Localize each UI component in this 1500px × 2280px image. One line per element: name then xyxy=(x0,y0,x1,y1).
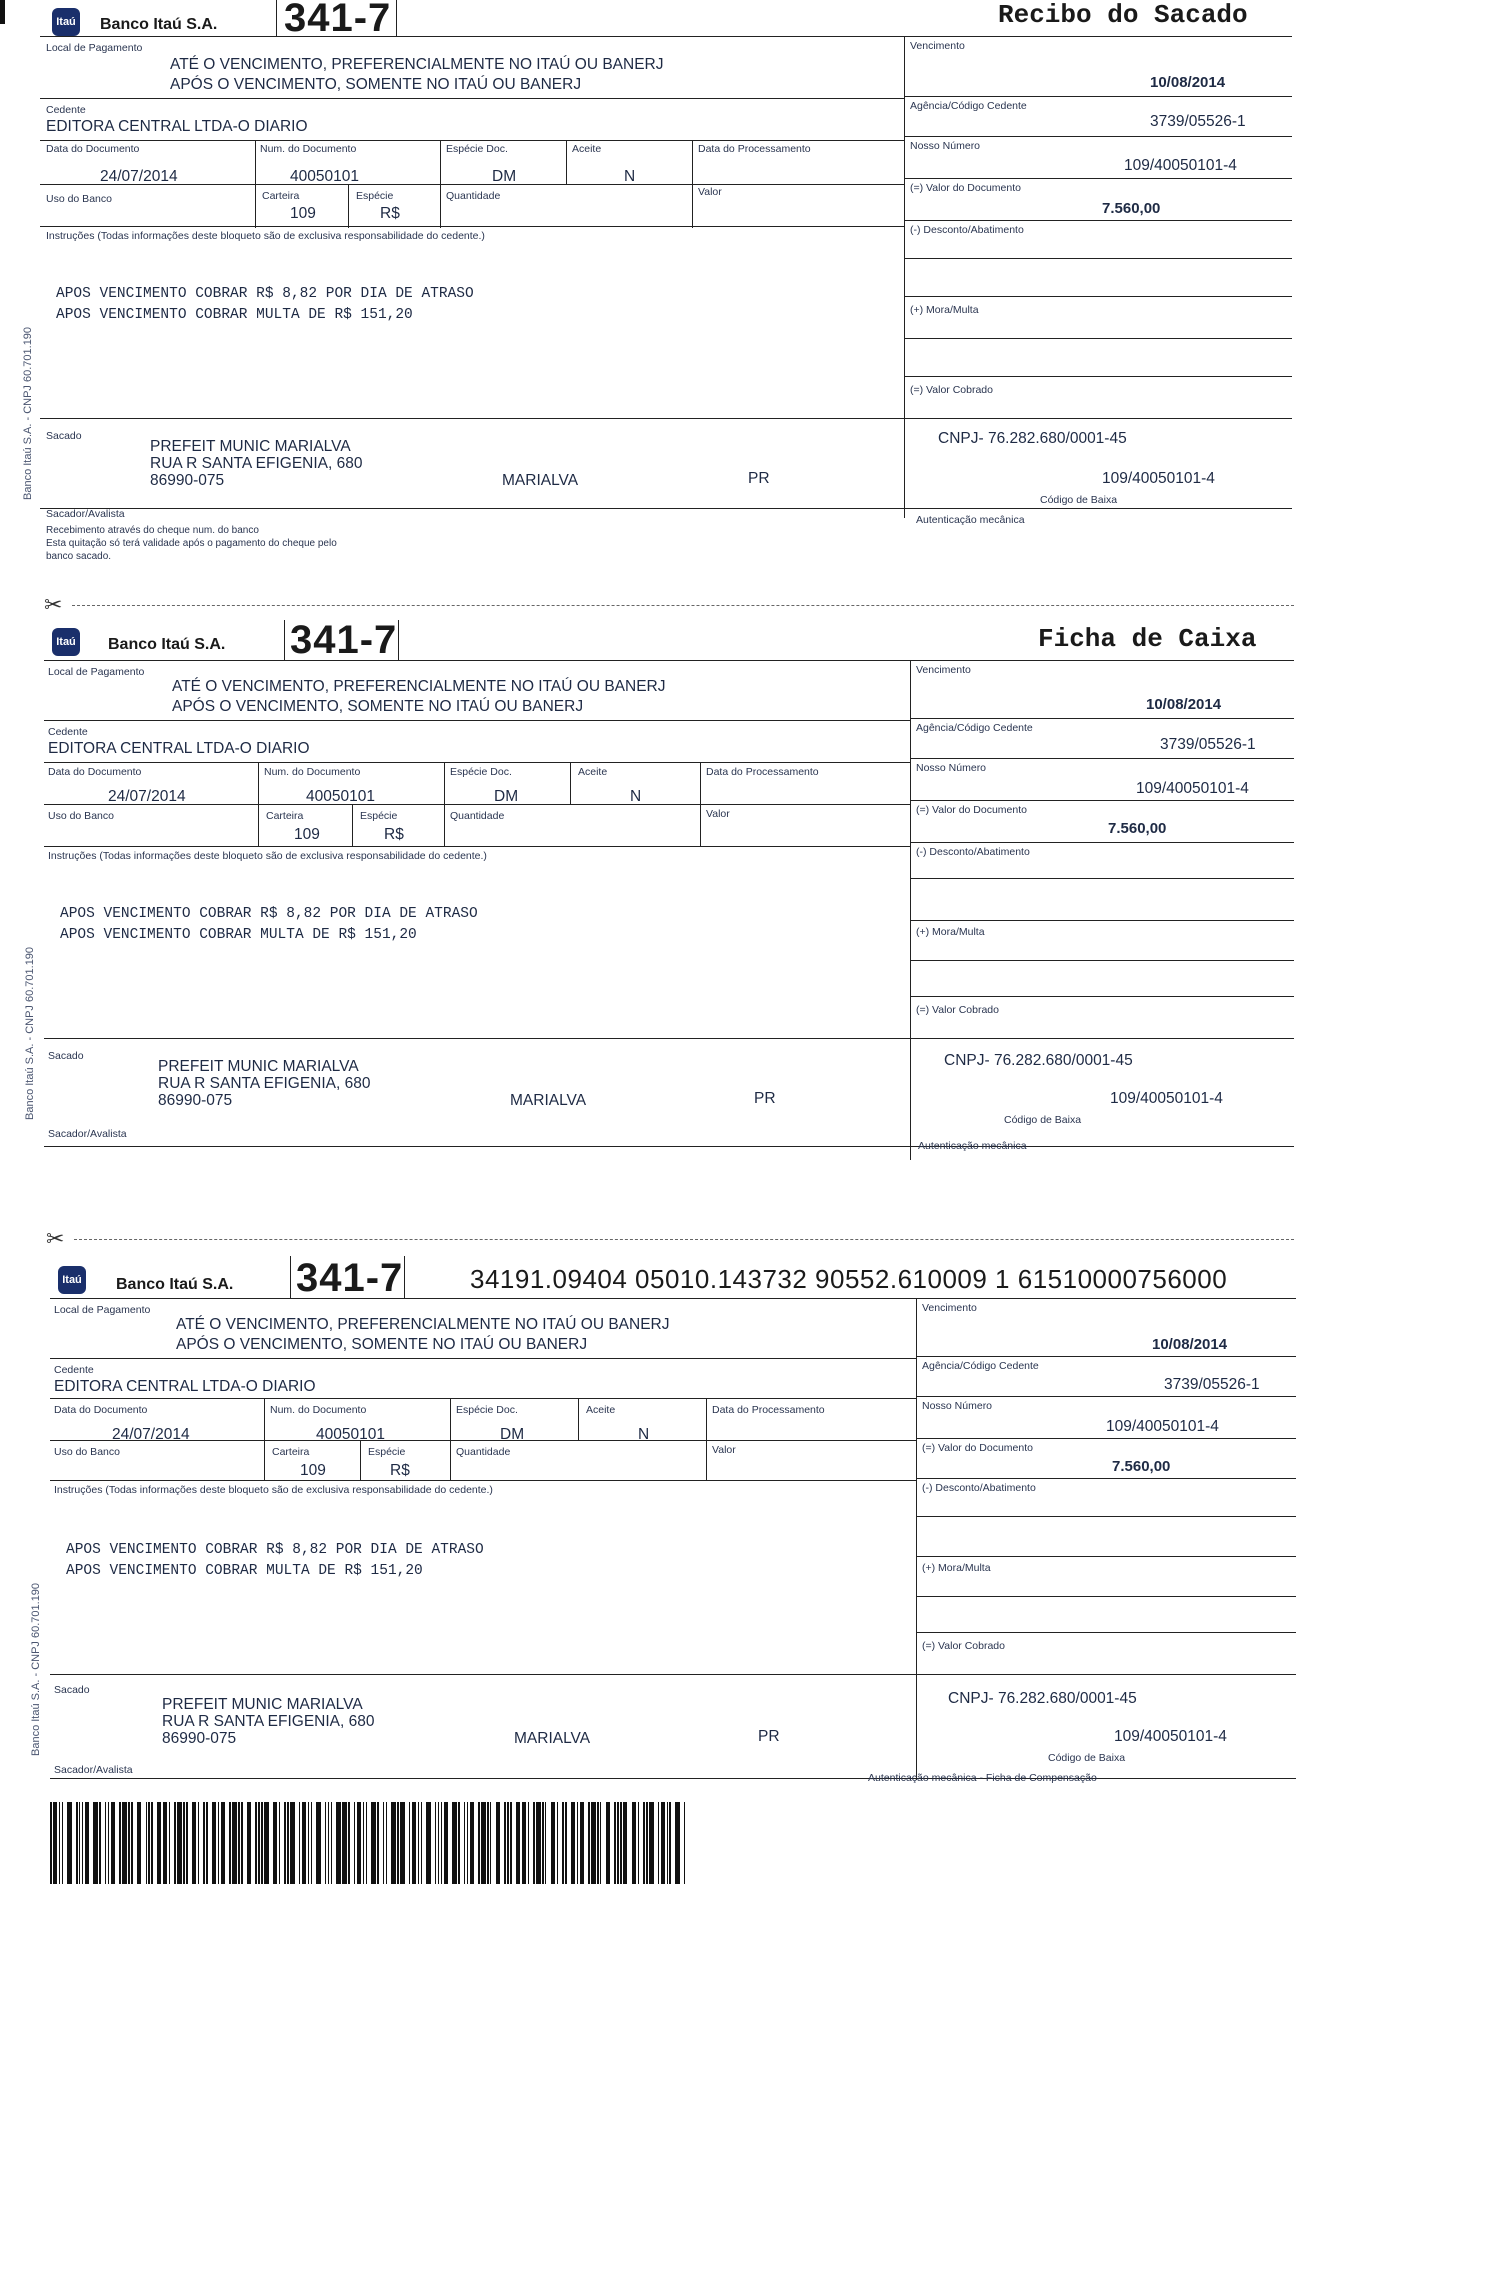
valor-cobrado-label: (=) Valor Cobrado xyxy=(922,1640,1005,1652)
sacado-address: RUA R SANTA EFIGENIA, 680 xyxy=(158,1075,371,1092)
barcode-bar xyxy=(76,1802,78,1884)
especie-doc-label: Espécie Doc. xyxy=(450,766,512,778)
cedente-value: EDITORA CENTRAL LTDA-O DIARIO xyxy=(48,740,310,757)
sacado-address: RUA R SANTA EFIGENIA, 680 xyxy=(150,455,363,472)
cedente-label: Cedente xyxy=(54,1364,94,1376)
barcode-bar xyxy=(617,1802,619,1884)
barcode-bar xyxy=(241,1802,243,1884)
instruction-line-1: APOS VENCIMENTO COBRAR R$ 8,82 POR DIA DE ATRASO xyxy=(56,286,474,302)
barcode-bar xyxy=(192,1802,197,1884)
barcode-bar xyxy=(438,1802,440,1884)
local-pagamento-label: Local de Pagamento xyxy=(48,666,145,678)
especie-label: Espécie xyxy=(356,190,394,202)
barcode-bar xyxy=(108,1802,110,1884)
data-documento-label: Data do Documento xyxy=(46,143,140,155)
data-documento-value: 24/07/2014 xyxy=(100,168,178,185)
autenticacao-compensacao-label: Autenticação mecânica - Ficha de Compensação xyxy=(868,1772,1097,1784)
instruction-line-1: APOS VENCIMENTO COBRAR R$ 8,82 POR DIA DE ATRASO xyxy=(66,1542,484,1558)
barcode-bar xyxy=(571,1802,576,1884)
barcode-bar xyxy=(444,1802,449,1884)
barcode-bar xyxy=(238,1802,240,1884)
barcode-bar xyxy=(536,1802,541,1884)
codigo-baixa-label: Código de Baixa xyxy=(1040,494,1118,506)
local-pagamento-line2: APÓS O VENCIMENTO, SOMENTE NO ITAÚ OU BANERJ xyxy=(172,698,584,715)
nosso-numero-label: Nosso Número xyxy=(910,140,981,152)
codigo-baixa-value: 109/40050101-4 xyxy=(1114,1728,1227,1745)
barcode-bar xyxy=(366,1802,368,1884)
recibo-sacado-section xyxy=(0,0,1500,590)
barcode-bar xyxy=(643,1802,645,1884)
barcode-bar xyxy=(620,1802,622,1884)
carteira-value: 109 xyxy=(300,1462,326,1479)
local-pagamento-label: Local de Pagamento xyxy=(46,42,143,54)
barcode-bar xyxy=(638,1802,640,1884)
barcode-bar xyxy=(67,1802,72,1884)
barcode-bar xyxy=(186,1802,188,1884)
barcode-bar xyxy=(421,1802,423,1884)
sacado-state: PR xyxy=(758,1728,780,1745)
itau-logo-icon: Itaú xyxy=(58,1266,86,1294)
scissors-icon: ✂ xyxy=(46,1226,65,1251)
barcode-bar xyxy=(600,1802,602,1884)
barcode-bar xyxy=(287,1802,289,1884)
sacado-cep: 86990-075 xyxy=(162,1730,237,1747)
bank-name: Banco Itaú S.A. xyxy=(108,636,226,653)
sacado-label: Sacado xyxy=(46,430,82,442)
data-documento-value: 24/07/2014 xyxy=(108,788,186,805)
barcode-bar xyxy=(53,1802,58,1884)
sacador-label: Sacador/Avalista xyxy=(46,508,125,520)
barcode-bar xyxy=(137,1802,142,1884)
barcode-bar xyxy=(669,1802,671,1884)
cedente-value: EDITORA CENTRAL LTDA-O DIARIO xyxy=(54,1378,316,1395)
cedente-label: Cedente xyxy=(46,104,86,116)
barcode-bar xyxy=(545,1802,547,1884)
barcode-bar xyxy=(391,1802,396,1884)
barcode-bar xyxy=(504,1802,506,1884)
vencimento-value: 10/08/2014 xyxy=(1146,696,1222,713)
barcode-bar xyxy=(684,1802,686,1884)
especie-value: R$ xyxy=(390,1462,410,1479)
cedente-label: Cedente xyxy=(48,726,88,738)
barcode-bar xyxy=(597,1802,599,1884)
barcode-bar xyxy=(183,1802,185,1884)
barcode-bar xyxy=(496,1802,501,1884)
barcode-bar xyxy=(99,1802,101,1884)
cashier-title: Ficha de Caixa xyxy=(1038,624,1257,654)
uso-banco-label: Uso do Banco xyxy=(46,193,112,205)
nosso-numero-label: Nosso Número xyxy=(922,1400,993,1412)
bank-name: Banco Itaú S.A. xyxy=(116,1276,234,1293)
barcode-bar xyxy=(148,1802,150,1884)
desconto-label: (-) Desconto/Abatimento xyxy=(916,846,1030,858)
barcode-bar xyxy=(522,1802,527,1884)
agencia-cedente-value: 3739/05526-1 xyxy=(1160,736,1256,753)
agencia-cedente-label: Agência/Código Cedente xyxy=(922,1360,1039,1372)
digitable-line: 34191.09404 05010.143732 90552.610009 1 61510000756000 xyxy=(470,1264,1228,1294)
barcode-bar xyxy=(452,1802,457,1884)
barcode-bar xyxy=(122,1802,127,1884)
barcode-bar xyxy=(50,1802,52,1884)
bank-code: 341-7 xyxy=(290,618,398,662)
itau-logo-icon: Itaú xyxy=(52,628,80,656)
barcode-bar xyxy=(331,1802,333,1884)
barcode-bar xyxy=(302,1802,307,1884)
barcode-bar xyxy=(203,1802,205,1884)
barcode-bar xyxy=(467,1802,469,1884)
mora-multa-label: (+) Mora/Multa xyxy=(910,304,979,316)
barcode-bar xyxy=(342,1802,347,1884)
local-pagamento-line1: ATÉ O VENCIMENTO, PREFERENCIALMENTE NO ITAÚ OU BANERJ xyxy=(170,56,664,73)
instruction-line-2: APOS VENCIMENTO COBRAR MULTA DE R$ 151,20 xyxy=(56,307,413,323)
mora-multa-label: (+) Mora/Multa xyxy=(916,926,985,938)
especie-doc-value: DM xyxy=(500,1426,525,1443)
barcode-bar xyxy=(371,1802,376,1884)
data-processamento-label: Data do Processamento xyxy=(698,143,811,155)
barcode-bar xyxy=(261,1802,263,1884)
valor-label: Valor xyxy=(698,186,722,198)
barcode-bar xyxy=(383,1802,385,1884)
data-documento-value: 24/07/2014 xyxy=(112,1426,190,1443)
especie-value: R$ xyxy=(384,826,404,843)
barcode-bar xyxy=(363,1802,365,1884)
sacado-city: MARIALVA xyxy=(510,1092,587,1109)
barcode-bar xyxy=(441,1802,443,1884)
especie-value: R$ xyxy=(380,205,400,222)
data-processamento-label: Data do Processamento xyxy=(712,1404,825,1416)
barcode-bar xyxy=(131,1802,133,1884)
barcode-bar xyxy=(591,1802,596,1884)
barcode-bar xyxy=(632,1802,637,1884)
barcode-bar xyxy=(418,1802,420,1884)
barcode-bar xyxy=(328,1802,330,1884)
carteira-value: 109 xyxy=(294,826,320,843)
barcode-bar xyxy=(157,1802,162,1884)
valor-documento-value: 7.560,00 xyxy=(1102,200,1161,217)
barcode-bar xyxy=(311,1802,313,1884)
sacador-label: Sacador/Avalista xyxy=(48,1128,127,1140)
codigo-baixa-value: 109/40050101-4 xyxy=(1102,470,1215,487)
aceite-value: N xyxy=(624,168,636,185)
barcode-bar xyxy=(487,1802,489,1884)
footer-note-1: Recebimento através do cheque num. do banco xyxy=(46,525,259,536)
barcode-bar xyxy=(62,1802,64,1884)
barcode-bar xyxy=(59,1802,61,1884)
nosso-numero-value: 109/40050101-4 xyxy=(1106,1418,1219,1435)
barcode-bar xyxy=(279,1802,281,1884)
local-pagamento-label: Local de Pagamento xyxy=(54,1304,151,1316)
vencimento-label: Vencimento xyxy=(910,40,965,52)
agencia-cedente-value: 3739/05526-1 xyxy=(1164,1376,1260,1393)
especie-label: Espécie xyxy=(360,810,398,822)
sacado-city: MARIALVA xyxy=(514,1730,591,1747)
sacado-state: PR xyxy=(748,470,770,487)
barcode-bar xyxy=(667,1802,669,1884)
valor-cobrado-label: (=) Valor Cobrado xyxy=(916,1004,999,1016)
barcode-bar xyxy=(510,1802,512,1884)
barcode-bar xyxy=(397,1802,399,1884)
valor-documento-label: (=) Valor do Documento xyxy=(916,804,1027,816)
codigo-baixa-label: Código de Baixa xyxy=(1048,1752,1126,1764)
barcode-bar xyxy=(542,1802,544,1884)
barcode-bar xyxy=(580,1802,585,1884)
barcode-bar xyxy=(354,1802,356,1884)
barcode-bar xyxy=(623,1802,628,1884)
instruction-line-2: APOS VENCIMENTO COBRAR MULTA DE R$ 151,20 xyxy=(60,927,417,943)
barcode-bar xyxy=(290,1802,295,1884)
bank-code: 341-7 xyxy=(296,1256,404,1300)
local-pagamento-line1: ATÉ O VENCIMENTO, PREFERENCIALMENTE NO ITAÚ OU BANERJ xyxy=(176,1316,670,1333)
barcode-bar xyxy=(255,1802,257,1884)
footer-note-3: banco sacado. xyxy=(46,551,112,562)
codigo-baixa-value: 109/40050101-4 xyxy=(1110,1090,1223,1107)
footer-note-2: Esta quitação só terá validade após o pagamento do cheque pelo xyxy=(46,538,337,549)
barcode-bar xyxy=(128,1802,130,1884)
barcode-bar xyxy=(649,1802,654,1884)
aceite-value: N xyxy=(638,1426,650,1443)
itau-logo-icon: Itaú xyxy=(52,8,80,36)
barcode-bar xyxy=(146,1802,148,1884)
carteira-label: Carteira xyxy=(262,190,300,202)
nosso-numero-value: 109/40050101-4 xyxy=(1124,157,1237,174)
barcode-bar xyxy=(458,1802,460,1884)
aceite-label: Aceite xyxy=(572,143,602,155)
barcode-bar xyxy=(588,1802,590,1884)
num-documento-label: Num. do Documento xyxy=(270,1404,367,1416)
sacado-name: PREFEIT MUNIC MARIALVA xyxy=(162,1696,363,1713)
barcode-bar xyxy=(212,1802,217,1884)
barcode-bar xyxy=(377,1802,379,1884)
sacado-state: PR xyxy=(754,1090,776,1107)
barcode-bar xyxy=(577,1802,579,1884)
barcode-bar xyxy=(675,1802,680,1884)
barcode-bar xyxy=(316,1802,321,1884)
especie-doc-label: Espécie Doc. xyxy=(456,1404,518,1416)
barcode-bar xyxy=(435,1802,437,1884)
barcode-bar xyxy=(111,1802,116,1884)
carteira-label: Carteira xyxy=(266,810,304,822)
barcode-bar xyxy=(93,1802,98,1884)
barcode-bar xyxy=(206,1802,208,1884)
barcode-bar xyxy=(85,1802,90,1884)
barcode-bar xyxy=(357,1802,362,1884)
agencia-cedente-label: Agência/Código Cedente xyxy=(910,100,1027,112)
local-pagamento-line2: APÓS O VENCIMENTO, SOMENTE NO ITAÚ OU BANERJ xyxy=(176,1336,588,1353)
barcode-bar xyxy=(646,1802,648,1884)
agencia-cedente-label: Agência/Código Cedente xyxy=(916,722,1033,734)
barcode-bar xyxy=(174,1802,176,1884)
barcode-bar xyxy=(308,1802,310,1884)
barcode-bar xyxy=(79,1802,81,1884)
ficha-compensacao-section xyxy=(0,1256,1500,1876)
sacado-name: PREFEIT MUNIC MARIALVA xyxy=(150,438,351,455)
data-processamento-label: Data do Processamento xyxy=(706,766,819,778)
barcode-bar xyxy=(221,1802,226,1884)
barcode-bar xyxy=(386,1802,388,1884)
barcode-bar xyxy=(412,1802,417,1884)
barcode-bar xyxy=(218,1802,220,1884)
barcode-bar xyxy=(348,1802,350,1884)
sacado-cnpj: CNPJ- 76.282.680/0001-45 xyxy=(938,430,1127,447)
valor-label: Valor xyxy=(706,808,730,820)
autenticacao-label: Autenticação mecânica xyxy=(918,1140,1027,1152)
valor-documento-value: 7.560,00 xyxy=(1112,1458,1171,1475)
barcode-bar xyxy=(400,1802,405,1884)
uso-banco-label: Uso do Banco xyxy=(54,1446,120,1458)
num-documento-label: Num. do Documento xyxy=(264,766,361,778)
barcode-bar xyxy=(478,1802,480,1884)
barcode-bar xyxy=(247,1802,252,1884)
aceite-label: Aceite xyxy=(578,766,608,778)
barcode-bar xyxy=(562,1802,564,1884)
receipt-title: Recibo do Sacado xyxy=(998,0,1248,30)
num-documento-value: 40050101 xyxy=(316,1426,385,1443)
barcode-bar xyxy=(258,1802,260,1884)
barcode-bar xyxy=(409,1802,411,1884)
data-documento-label: Data do Documento xyxy=(48,766,142,778)
sacado-label: Sacado xyxy=(48,1050,84,1062)
bank-side-text: Banco Itaú S.A. - CNPJ 60.701.190 xyxy=(24,946,36,1120)
barcode-bar xyxy=(464,1802,466,1884)
especie-doc-label: Espécie Doc. xyxy=(446,143,508,155)
bank-side-text: Banco Itaú S.A. - CNPJ 60.701.190 xyxy=(30,1582,42,1756)
instruction-line-2: APOS VENCIMENTO COBRAR MULTA DE R$ 151,20 xyxy=(66,1563,423,1579)
instrucoes-label: Instruções (Todas informações deste bloqueto são de exclusiva responsabilidade do cedente.) xyxy=(46,230,485,242)
barcode-bar xyxy=(661,1802,666,1884)
barcode-bar xyxy=(163,1802,168,1884)
cedente-value: EDITORA CENTRAL LTDA-O DIARIO xyxy=(46,118,308,135)
valor-documento-label: (=) Valor do Documento xyxy=(910,182,1021,194)
vencimento-label: Vencimento xyxy=(922,1302,977,1314)
data-documento-label: Data do Documento xyxy=(54,1404,148,1416)
instrucoes-label: Instruções (Todas informações deste bloqueto são de exclusiva responsabilidade do cedente.) xyxy=(54,1484,493,1496)
sacado-name: PREFEIT MUNIC MARIALVA xyxy=(158,1058,359,1075)
especie-doc-value: DM xyxy=(492,168,517,185)
valor-documento-label: (=) Valor do Documento xyxy=(922,1442,1033,1454)
barcode-bar xyxy=(490,1802,492,1884)
sacado-cep: 86990-075 xyxy=(158,1092,233,1109)
barcode-bar xyxy=(325,1802,327,1884)
sacado-cnpj: CNPJ- 76.282.680/0001-45 xyxy=(944,1052,1133,1069)
sacado-cep: 86990-075 xyxy=(150,472,225,489)
vencimento-label: Vencimento xyxy=(916,664,971,676)
local-pagamento-line1: ATÉ O VENCIMENTO, PREFERENCIALMENTE NO ITAÚ OU BANERJ xyxy=(172,678,666,695)
vencimento-value: 10/08/2014 xyxy=(1150,74,1226,91)
especie-doc-value: DM xyxy=(494,788,519,805)
local-pagamento-line2: APÓS O VENCIMENTO, SOMENTE NO ITAÚ OU BANERJ xyxy=(170,76,582,93)
bank-side-text: Banco Itaú S.A. - CNPJ 60.701.190 xyxy=(22,326,34,500)
carteira-label: Carteira xyxy=(272,1446,310,1458)
quantidade-label: Quantidade xyxy=(450,810,505,822)
barcode-bar xyxy=(426,1802,431,1884)
barcode-bar xyxy=(470,1802,475,1884)
nosso-numero-label: Nosso Número xyxy=(916,762,987,774)
num-documento-value: 40050101 xyxy=(290,168,359,185)
carteira-value: 109 xyxy=(290,205,316,222)
aceite-label: Aceite xyxy=(586,1404,616,1416)
barcode-bar xyxy=(606,1802,611,1884)
barcode-bar xyxy=(551,1802,556,1884)
valor-documento-value: 7.560,00 xyxy=(1108,820,1167,837)
mora-multa-label: (+) Mora/Multa xyxy=(922,1562,991,1574)
barcode-bar xyxy=(119,1802,121,1884)
desconto-label: (-) Desconto/Abatimento xyxy=(922,1482,1036,1494)
barcode-bar xyxy=(264,1802,269,1884)
barcode-bar xyxy=(516,1802,521,1884)
barcode-bar xyxy=(507,1802,509,1884)
barcode-bar xyxy=(232,1802,237,1884)
barcode-bar xyxy=(273,1802,278,1884)
instruction-line-1: APOS VENCIMENTO COBRAR R$ 8,82 POR DIA DE ATRASO xyxy=(60,906,478,922)
num-documento-label: Num. do Documento xyxy=(260,143,357,155)
num-documento-value: 40050101 xyxy=(306,788,375,805)
sacado-address: RUA R SANTA EFIGENIA, 680 xyxy=(162,1713,375,1730)
sacador-label: Sacador/Avalista xyxy=(54,1764,133,1776)
barcode-bar xyxy=(557,1802,559,1884)
barcode-bar xyxy=(336,1802,341,1884)
barcode-bar xyxy=(105,1802,107,1884)
instrucoes-label: Instruções (Todas informações deste bloqueto são de exclusiva responsabilidade do cedente.) xyxy=(48,850,487,862)
valor-cobrado-label: (=) Valor Cobrado xyxy=(910,384,993,396)
barcode-bar xyxy=(533,1802,535,1884)
barcode-bar xyxy=(658,1802,660,1884)
barcode-bar xyxy=(481,1802,486,1884)
barcode-bar xyxy=(169,1802,171,1884)
bank-code: 341-7 xyxy=(284,0,392,40)
barcode-bar xyxy=(614,1802,616,1884)
sacado-cnpj: CNPJ- 76.282.680/0001-45 xyxy=(948,1690,1137,1707)
barcode-bar xyxy=(151,1802,153,1884)
quantidade-label: Quantidade xyxy=(456,1446,511,1458)
nosso-numero-value: 109/40050101-4 xyxy=(1136,780,1249,797)
vencimento-value: 10/08/2014 xyxy=(1152,1336,1228,1353)
ficha-caixa-section xyxy=(0,620,1500,1180)
barcode-bar xyxy=(198,1802,200,1884)
codigo-baixa-label: Código de Baixa xyxy=(1004,1114,1082,1126)
barcode-bar xyxy=(82,1802,84,1884)
bank-name: Banco Itaú S.A. xyxy=(100,16,218,33)
valor-label: Valor xyxy=(712,1444,736,1456)
barcode-bar xyxy=(299,1802,301,1884)
desconto-label: (-) Desconto/Abatimento xyxy=(910,224,1024,236)
aceite-value: N xyxy=(630,788,642,805)
barcode-bar xyxy=(528,1802,530,1884)
boleto-barcode xyxy=(50,1802,690,1884)
barcode-bar xyxy=(284,1802,286,1884)
autenticacao-label: Autenticação mecânica xyxy=(916,514,1025,526)
sacado-label: Sacado xyxy=(54,1684,90,1696)
agencia-cedente-value: 3739/05526-1 xyxy=(1150,113,1246,130)
sacado-city: MARIALVA xyxy=(502,472,579,489)
barcode-bar xyxy=(177,1802,182,1884)
especie-label: Espécie xyxy=(368,1446,406,1458)
barcode-bar xyxy=(565,1802,567,1884)
scissors-icon: ✂ xyxy=(44,592,63,617)
quantidade-label: Quantidade xyxy=(446,190,501,202)
barcode-bar xyxy=(229,1802,231,1884)
uso-banco-label: Uso do Banco xyxy=(48,810,114,822)
